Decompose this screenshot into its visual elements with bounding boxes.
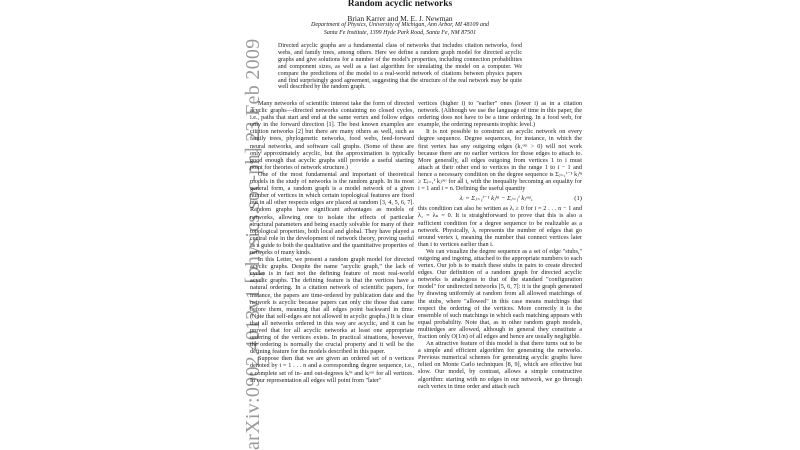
right-column [418, 100, 582, 390]
paragraph: Suppose then that we are given an ordered set of n vertices denoted by i = 1 . . . n and a corresponding degree sequence, i.e., a complete set of in- and out-degrees kᵢⁱⁿ and kᵢᵒᵘᵗ for all vertices. In our representation all edges will point from "later" [250, 355, 414, 384]
paragraph: Many networks of scientific interest take the form of directed acyclic graphs—directed networks containing no closed cycles, i.e., paths that start and end at the same vertex and follow edges only in the forward direction [1]. The best known examples are citation networks [2] but there are many others as well, such as family trees, phylogenetic networks, food webs, feed-forward neural networks, and software call graphs. (Some of these are only approximately acyclic, but the approximation is typically good enough that acyclic graphs still provide a useful starting point for theories of network structure.) [250, 100, 414, 171]
paragraph: In this Letter, we present a random graph model for directed acyclic graphs. Despite the name "acyclic graph," the lack of cycles is in fact not the defining feature of most real-world acyclic graphs. The defining feature is that the vertices have a natural ordering. In a citation network of scientific papers, for instance, the papers are time-ordered by publication date and the network is acyclic because papers can only cite those that came before them, meaning that all edges point backward in time. (Note that self-edges are not allowed in acyclic graphs.) It is clear that all networks ordered in this way are acyclic, and it can be proved that for all acyclic networks at least one appropriate ordering of the vertices exists. In practical situations, however, the ordering is normally the crucial property and it will be the defining feature for the models described in this paper. [250, 256, 414, 356]
paragraph: It is not possible to construct an acyclic network on every degree sequence. Degree sequences, for instance, in which the first vertex has any outgoing edges (k₁ᵒᵘᵗ > 0) will not work because there are no earlier vertices for those edges to attach to. More generally, all edges outgoing from vertices 1 to i must attach at their other end to vertices in the range 1 to i − 1 and hence a necessary condition on the degree sequence is Σⱼ₌₁ⁱ⁻¹ kⱼⁱⁿ ≥ Σⱼ₌₁ⁱ kⱼᵒᵘᵗ for all i, with the inequality becoming an equality for i = 1 and i = n. Defining the useful quantity [418, 128, 582, 193]
abstract: Directed acyclic graphs are a fundamental class of networks that includes citation networks, food webs, and family trees, among others. Here we define a random graph model for directed acyclic graphs and give solutions for a number of the model's properties, including connection probabilities and component sizes, as well as a fast algorithm for simulating the model on a computer. We compare the predictions of the model to a real-world network of citations between physics papers and find surprisingly good agreement, suggesting that the structure of the real network may be quite well described by the random graph. [278, 43, 522, 91]
affiliation-line: Department of Physics, University of Michigan, Ann Arbor, MI 48109 and [311, 22, 489, 28]
paragraph: this condition can also be written as λᵢ ≥ 0 for i = 2 . . . n − 1 and λ₁ = λₙ = 0. It is straightforward to prove that this is also a sufficient condition for a degree sequence to be realizable as a network. Physically, λᵢ represents the number of edges that go around vertex i, meaning the number that connect vertices later than i to vertices earlier than i. [418, 205, 582, 248]
affiliations [250, 22, 550, 37]
equation-number: (1) [574, 195, 582, 203]
arxiv-identifier: arXiv:0902.4013v1 [physics.soc-ph] 23 Feb 2009 [242, 38, 264, 450]
left-column [250, 100, 414, 384]
paragraph: One of the most fundamental and important of theoretical models in the study of networks is the random graph. In its most general form, a random graph is a model network of a given number of vertices in which certain topological features are fixed but in all other respects edges are placed at random [3, 4, 5, 6, 7]. Random graphs have significant advantages as models of networks, allowing one to isolate the effects of particular structural parameters and being exactly solvable for many of their topological properties, both local and global. They have played a central role in the development of network theory, proving useful as a guide to both the qualitative and the quantitative properties of networks of many kinds. [250, 170, 414, 256]
paragraph: An attractive feature of this model is that there turns out to be a simple and efficient algorithm for generating the networks. Previous numerical schemes for generating acyclic graphs have relied on Monte Carlo techniques [8, 9], which are effective but slow. Our model, by contrast, allows a simple constructive algorithm: starting with no edges in our network, we go through each vertex in time order and attach each [418, 340, 582, 390]
paper-title: Random acyclic networks [347, 0, 453, 9]
paragraph: We can visualize the degree sequence as a set of edge "stubs," outgoing and ingoing, attached to the appropriate numbers to each vertex. Our job is to match these stubs in pairs to create directed edges. Our definition of a random graph for directed acyclic networks is analogous to that of the standard "configuration model" for undirected networks [5, 6, 7]: it is the graph generated by drawing uniformly at random from all allowed matchings of the stubs, where "allowed" in this case means matchings that respect the ordering of the vertices. More correctly it is the ensemble of such matchings in which each matching appears with equal probability. Note that, as in other random graph models, multiedges are allowed, although in general they constitute a fraction only O(1/n) of all edges and hence are usually negligible. [418, 247, 582, 340]
paper-authors: Brian Karrer and M. E. J. Newman [347, 14, 453, 23]
paragraph: vertices (higher i) to "earlier" ones (lower i) as in a citation network. (Although we use the language of time in this paper, the ordering does not have to be a time ordering. In a food web, for example, the ordering represents trophic level.) [418, 100, 582, 129]
affiliation-line: Santa Fe Institute, 1399 Hyde Park Road, Santa Fe, NM 87501 [323, 29, 477, 36]
equation-body: λᵢ = Σⱼ₌₁ⁱ⁻¹ kⱼⁱⁿ − Σⱼ₌₁ⁱ kⱼᵒᵘᵗ, [459, 195, 533, 203]
arxiv-stamp [216, 38, 264, 450]
equation-1 [418, 195, 582, 202]
